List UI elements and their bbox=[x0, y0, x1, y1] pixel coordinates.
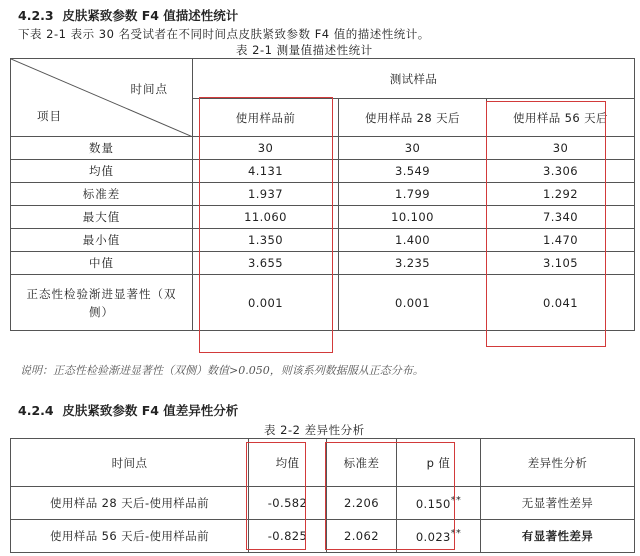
table-cell: 10.100 bbox=[339, 206, 487, 229]
table-cell: 11.060 bbox=[193, 206, 339, 229]
table-cell: 3.105 bbox=[487, 252, 635, 275]
row-label: 使用样品 56 天后-使用样品前 bbox=[11, 520, 249, 553]
diagonal-line bbox=[11, 59, 193, 137]
table-cell: 1.937 bbox=[193, 183, 339, 206]
row-label: 数量 bbox=[11, 137, 193, 160]
section-heading-1 bbox=[18, 6, 238, 24]
table-cell: 0.001 bbox=[339, 275, 487, 331]
column-header: 使用样品 56 天后 bbox=[487, 99, 635, 137]
table-cell: 3.549 bbox=[339, 160, 487, 183]
table-cell: 有显著性差异 bbox=[481, 520, 635, 553]
table-cell: 无显著性差异 bbox=[481, 487, 635, 520]
table-cell: -0.825 bbox=[249, 520, 327, 553]
row-label: 最大值 bbox=[11, 206, 193, 229]
table-cell: -0.582 bbox=[249, 487, 327, 520]
significance-mark: ** bbox=[450, 495, 462, 507]
table1-corner-cell bbox=[11, 59, 193, 137]
table-cell: 2.062 bbox=[327, 520, 397, 553]
column-header: 使用样品前 bbox=[193, 99, 339, 137]
note-text: 说明：正态性检验渐进显著性（双侧）数值>0.050，则该系列数据服从正态分布。 bbox=[20, 364, 424, 377]
table-cell: 3.306 bbox=[487, 160, 635, 183]
corner-bottom-label: 项目 bbox=[37, 109, 62, 123]
table-cell: 30 bbox=[339, 137, 487, 160]
intro-text: 下表 2-1 表示 30 名受试者在不同时间点皮肤紧致参数 F4 值的描述性统计。 bbox=[18, 27, 430, 41]
column-header: 差异性分析 bbox=[481, 439, 635, 487]
column-header: 时间点 bbox=[11, 439, 249, 487]
column-header: 使用样品 28 天后 bbox=[339, 99, 487, 137]
table-cell: 1.470 bbox=[487, 229, 635, 252]
table-cell: 1.799 bbox=[339, 183, 487, 206]
table-cell: 1.350 bbox=[193, 229, 339, 252]
table1-caption: 表 2-1 测量值描述性统计 bbox=[236, 43, 373, 57]
section-title: 皮肤紧致参数 F4 值描述性统计 bbox=[62, 8, 239, 23]
table-cell: 3.235 bbox=[339, 252, 487, 275]
table-cell: 3.655 bbox=[193, 252, 339, 275]
p-value: 0.150 bbox=[415, 496, 451, 511]
table-cell: 4.131 bbox=[193, 160, 339, 183]
significance-mark: ** bbox=[450, 528, 462, 540]
row-label: 最小值 bbox=[11, 229, 193, 252]
row-label: 使用样品 28 天后-使用样品前 bbox=[11, 487, 249, 520]
section-number: 4.2.4 bbox=[18, 403, 54, 418]
row-label: 均值 bbox=[11, 160, 193, 183]
column-header: p 值 bbox=[397, 439, 481, 487]
section-title: 皮肤紧致参数 F4 值差异性分析 bbox=[62, 403, 239, 418]
p-value-cell bbox=[397, 487, 481, 520]
table-cell: 7.340 bbox=[487, 206, 635, 229]
group-header: 测试样品 bbox=[193, 59, 635, 99]
descriptive-stats-table bbox=[10, 58, 635, 331]
row-label: 标准差 bbox=[11, 183, 193, 206]
p-value: 0.023 bbox=[415, 529, 451, 544]
row-label: 中值 bbox=[11, 252, 193, 275]
table-cell: 30 bbox=[487, 137, 635, 160]
row-label: 正态性检验渐进显著性（双侧） bbox=[11, 275, 193, 331]
column-header: 均值 bbox=[249, 439, 327, 487]
table-cell: 1.292 bbox=[487, 183, 635, 206]
table-cell: 2.206 bbox=[327, 487, 397, 520]
table-cell: 30 bbox=[193, 137, 339, 160]
section-number: 4.2.3 bbox=[18, 8, 54, 23]
table2-caption: 表 2-2 差异性分析 bbox=[264, 423, 365, 437]
table-cell: 0.041 bbox=[487, 275, 635, 331]
section-heading-2 bbox=[18, 401, 238, 419]
p-value-cell bbox=[397, 520, 481, 553]
table-cell: 0.001 bbox=[193, 275, 339, 331]
corner-top-label: 时间点 bbox=[130, 82, 168, 96]
table-cell: 1.400 bbox=[339, 229, 487, 252]
difference-analysis-table bbox=[10, 438, 635, 553]
column-header: 标准差 bbox=[327, 439, 397, 487]
